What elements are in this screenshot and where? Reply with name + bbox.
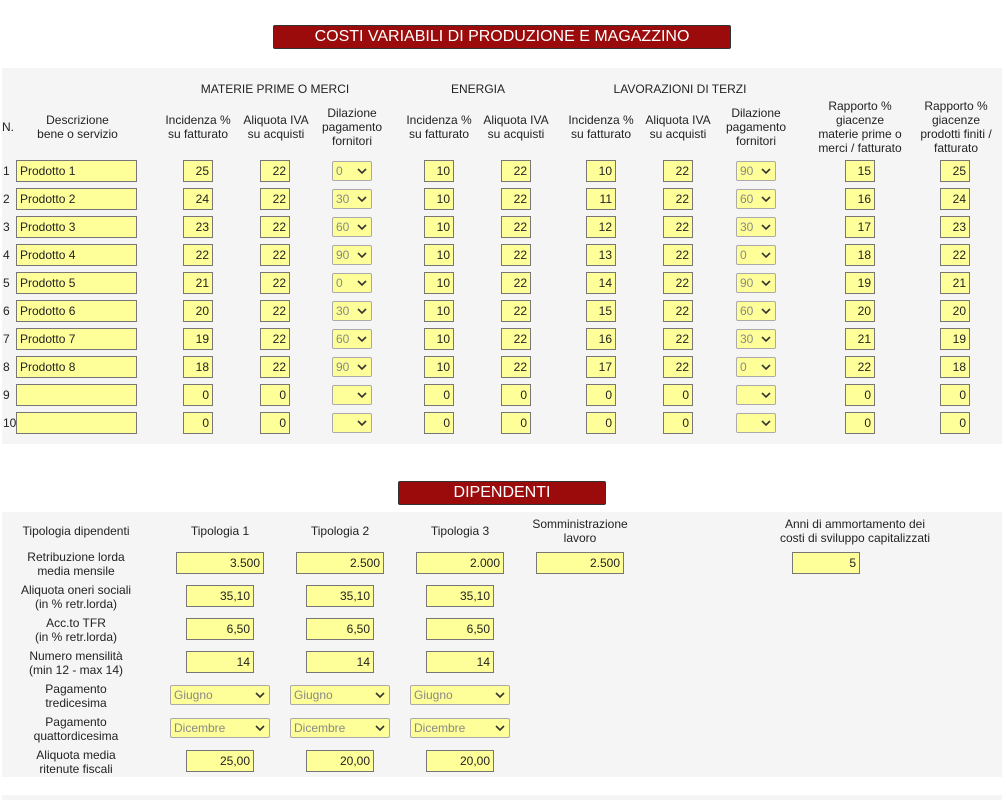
mp-dilazione-select[interactable] [332,357,372,377]
col-header-mp-aliquota: Aliquota IVA su acquisti [243,113,309,141]
lt-aliquota-input[interactable]: 22 [663,216,693,238]
en-incidenza-input[interactable]: 10 [424,160,454,182]
mp-aliquota-input[interactable]: 22 [260,328,290,350]
col-header-lt-aliquota: Aliquota IVA su acquisti [645,113,711,141]
chevron-down-icon [356,222,368,232]
en-incidenza-input[interactable]: 10 [424,300,454,322]
mp-aliquota-input[interactable]: 0 [260,412,290,434]
row-label-tredicesima [10,682,142,710]
mensilita-label-line-1: Numero mensilità [29,649,123,663]
row-label-ritenute [10,748,142,776]
tredicesima-select[interactable] [290,685,390,705]
tredicesima-select[interactable] [410,685,510,705]
en-incidenza-input[interactable]: 10 [424,272,454,294]
chevron-down-icon [760,278,772,288]
col-header-en-aliquota: Aliquota IVA su acquisti [483,113,549,141]
mp-dilazione-select[interactable] [332,273,372,293]
lt-dilazione-select[interactable] [736,301,776,321]
en-incidenza-input[interactable]: 10 [424,356,454,378]
en-aliquota-input[interactable]: 0 [501,384,531,406]
mp-incidenza-input[interactable]: 24 [183,188,213,210]
chevron-down-icon [760,250,772,260]
mp-dilazione-select[interactable] [332,301,372,321]
col-header-descrizione: Descrizione bene o servizio [37,113,118,141]
en-incidenza-input[interactable]: 10 [424,216,454,238]
retribuzione-input[interactable]: 2.500 [296,552,384,574]
lt-dilazione-select[interactable] [736,385,776,405]
tipologia-2-header: Tipologia 2 [310,524,370,538]
description-input[interactable]: Prodotto 7 [16,328,137,350]
select-value: 0 [740,360,747,374]
lt-dilazione-select[interactable] [736,189,776,209]
select-value: 90 [740,164,754,178]
select-value: Dicembre [414,721,466,735]
ritenute-input[interactable]: 20,00 [426,750,494,772]
mp-dilazione-select[interactable] [332,413,372,433]
mp-incidenza-input[interactable]: 0 [183,412,213,434]
mp-dilazione-select[interactable] [332,245,372,265]
select-value: 60 [740,304,754,318]
oneri-input[interactable]: 35,10 [426,585,494,607]
quattordicesima-select[interactable] [410,718,510,738]
anni-ammortamento-input[interactable]: 5 [792,552,860,574]
description-input[interactable]: Prodotto 3 [16,216,137,238]
somministrazione-header: Somministrazione lavoro [532,517,628,545]
mp-aliquota-input[interactable]: 22 [260,272,290,294]
row-number: 2 [3,192,10,206]
en-incidenza-input[interactable]: 10 [424,188,454,210]
lt-incidenza-input[interactable]: 0 [586,412,616,434]
lt-aliquota-input[interactable]: 22 [663,244,693,266]
select-value: 60 [336,220,350,234]
mp-incidenza-input[interactable]: 23 [183,216,213,238]
ritenute-label-line-1: Aliquota media [36,748,116,762]
en-aliquota-input[interactable]: 0 [501,412,531,434]
row-label-retribuzione [10,550,142,578]
giacenze-mp-input[interactable]: 18 [845,244,875,266]
en-incidenza-input[interactable]: 10 [424,244,454,266]
row-label-mensilita [10,649,142,677]
quattordicesima-label-line-2: quattordicesima [33,729,119,743]
retribuzione-label-line-2: media mensile [37,564,115,578]
giacenze-mp-input[interactable]: 21 [845,328,875,350]
select-value: 30 [740,220,754,234]
description-input[interactable] [16,384,137,406]
en-aliquota-input[interactable]: 22 [501,356,531,378]
select-value: 90 [740,276,754,290]
row-label-oneri [10,583,142,611]
lt-dilazione-select[interactable] [736,413,776,433]
row-number: 9 [3,388,10,402]
lt-aliquota-input[interactable]: 22 [663,356,693,378]
chevron-down-icon [356,334,368,344]
lt-incidenza-input[interactable]: 10 [586,160,616,182]
lt-dilazione-select[interactable] [736,245,776,265]
row-number: 8 [3,360,10,374]
chevron-down-icon [494,690,506,700]
chevron-down-icon [356,250,368,260]
mp-aliquota-input[interactable]: 22 [260,160,290,182]
row-label-tfr [10,616,142,644]
tipologia-1-header: Tipologia 1 [190,524,250,538]
en-aliquota-input[interactable]: 22 [501,244,531,266]
quattordicesima-select[interactable] [170,718,270,738]
lt-incidenza-input[interactable]: 15 [586,300,616,322]
chevron-down-icon [374,690,386,700]
chevron-down-icon [760,306,772,316]
giacenze-pf-input[interactable]: 25 [940,160,970,182]
description-input[interactable]: Prodotto 4 [16,244,137,266]
lt-aliquota-input[interactable]: 22 [663,272,693,294]
select-value: 30 [336,192,350,206]
mp-dilazione-select[interactable] [332,385,372,405]
select-value: 90 [336,360,350,374]
en-aliquota-input[interactable]: 22 [501,328,531,350]
giacenze-pf-input[interactable]: 19 [940,328,970,350]
col-header-mp-incidenza: Incidenza % su fatturato [165,113,231,141]
select-value: Giugno [174,688,213,702]
row-number: 4 [3,248,10,262]
tfr-label-line-1: Acc.to TFR [46,616,106,630]
lt-dilazione-select[interactable] [736,357,776,377]
select-value: 0 [336,164,343,178]
lt-dilazione-select[interactable] [736,217,776,237]
chevron-down-icon [356,390,368,400]
col-header-mp-dilazione: Dilazione pagamento fornitori [321,106,383,148]
chevron-down-icon [254,723,266,733]
chevron-down-icon [760,222,772,232]
row-number: 10 [3,416,17,430]
somministrazione-input[interactable]: 2.500 [536,552,624,574]
description-input[interactable]: Prodotto 6 [16,300,137,322]
mp-incidenza-input[interactable]: 20 [183,300,213,322]
mp-dilazione-select[interactable] [332,161,372,181]
chevron-down-icon [760,334,772,344]
giacenze-pf-input[interactable]: 20 [940,300,970,322]
col-header-lt-dilazione: Dilazione pagamento fornitori [725,106,787,148]
mp-incidenza-input[interactable]: 0 [183,384,213,406]
mp-incidenza-input[interactable]: 25 [183,160,213,182]
chevron-down-icon [356,362,368,372]
giacenze-pf-input[interactable]: 21 [940,272,970,294]
mensilita-label-line-2: (min 12 - max 14) [28,663,124,677]
mp-aliquota-input[interactable]: 22 [260,356,290,378]
chevron-down-icon [356,306,368,316]
oneri-label-line-1: Aliquota oneri sociali [20,583,132,597]
chevron-down-icon [760,166,772,176]
select-value: 0 [740,248,747,262]
select-value: Giugno [294,688,333,702]
lt-aliquota-input[interactable]: 0 [663,384,693,406]
chevron-down-icon [760,362,772,372]
retribuzione-input[interactable]: 3.500 [176,552,264,574]
row-number: 1 [3,164,10,178]
giacenze-mp-input[interactable]: 0 [845,384,875,406]
mp-aliquota-input[interactable]: 22 [260,188,290,210]
giacenze-pf-input[interactable]: 22 [940,244,970,266]
oneri-label-line-2: (in % retr.lorda) [34,597,118,611]
chevron-down-icon [760,390,772,400]
en-aliquota-input[interactable]: 22 [501,300,531,322]
retribuzione-label-line-1: Retribuzione lorda [27,550,125,564]
select-value: Dicembre [174,721,226,735]
oneri-input[interactable]: 35,10 [306,585,374,607]
mp-aliquota-input[interactable]: 22 [260,244,290,266]
lt-aliquota-input[interactable]: 0 [663,412,693,434]
description-input[interactable] [16,412,137,434]
lt-incidenza-input[interactable]: 11 [586,188,616,210]
description-input[interactable]: Prodotto 2 [16,188,137,210]
lt-incidenza-input[interactable]: 13 [586,244,616,266]
description-input[interactable]: Prodotto 8 [16,356,137,378]
select-value: 60 [336,332,350,346]
giacenze-pf-input[interactable]: 23 [940,216,970,238]
group-header-energia: ENERGIA [450,82,505,96]
mp-dilazione-select[interactable] [332,217,372,237]
tfr-input[interactable]: 6,50 [186,618,254,640]
ritenute-label-line-2: ritenute fiscali [39,762,113,776]
mensilita-input[interactable]: 14 [186,651,254,673]
ritenute-input[interactable]: 25,00 [186,750,254,772]
select-value: 60 [740,192,754,206]
giacenze-mp-input[interactable]: 15 [845,160,875,182]
lt-incidenza-input[interactable]: 0 [586,384,616,406]
mp-incidenza-input[interactable]: 22 [183,244,213,266]
lt-incidenza-input[interactable]: 14 [586,272,616,294]
row-number: 3 [3,220,10,234]
tredicesima-label-line-2: tredicesima [45,696,107,710]
mp-incidenza-input[interactable]: 21 [183,272,213,294]
tfr-input[interactable]: 6,50 [426,618,494,640]
lt-aliquota-input[interactable]: 22 [663,300,693,322]
group-header-lavorazioni: LAVORAZIONI DI TERZI [613,82,747,96]
row-number: 5 [3,276,10,290]
select-value: 0 [336,276,343,290]
mp-aliquota-input[interactable]: 22 [260,300,290,322]
lt-aliquota-input[interactable]: 22 [663,160,693,182]
mp-incidenza-input[interactable]: 18 [183,356,213,378]
col-header-giacenze-pf: Rapporto % giacenze prodotti finiti / fatturato [920,99,992,155]
chevron-down-icon [494,723,506,733]
en-incidenza-input[interactable]: 0 [424,412,454,434]
select-value: 90 [336,248,350,262]
mp-aliquota-input[interactable]: 22 [260,216,290,238]
giacenze-pf-input[interactable]: 0 [940,384,970,406]
anni-ammortamento-header: Anni di ammortamento dei costi di sviluppo capitalizzati [779,517,931,545]
giacenze-mp-input[interactable]: 19 [845,272,875,294]
giacenze-mp-input[interactable]: 22 [845,356,875,378]
row-number: 6 [3,304,10,318]
mp-aliquota-input[interactable]: 0 [260,384,290,406]
giacenze-mp-input[interactable]: 20 [845,300,875,322]
chevron-down-icon [374,723,386,733]
en-aliquota-input[interactable]: 22 [501,272,531,294]
chevron-down-icon [356,278,368,288]
chevron-down-icon [356,418,368,428]
tfr-label-line-2: (in % retr.lorda) [34,630,118,644]
chevron-down-icon [760,194,772,204]
quattordicesima-select[interactable] [290,718,390,738]
en-aliquota-input[interactable]: 22 [501,188,531,210]
description-input[interactable]: Prodotto 5 [16,272,137,294]
mp-dilazione-select[interactable] [332,189,372,209]
tipologia-dipendenti-header: Tipologia dipendenti [22,524,130,538]
retribuzione-input[interactable]: 2.000 [416,552,504,574]
select-value: Giugno [414,688,453,702]
col-header-giacenze-mp: Rapporto % giacenze materie prime o merci / fatturato [818,99,902,155]
lt-dilazione-select[interactable] [736,273,776,293]
chevron-down-icon [356,166,368,176]
tredicesima-label-line-1: Pagamento [45,682,107,696]
mp-dilazione-select[interactable] [332,329,372,349]
en-incidenza-input[interactable]: 0 [424,384,454,406]
lt-aliquota-input[interactable]: 22 [663,328,693,350]
giacenze-pf-input[interactable]: 0 [940,412,970,434]
giacenze-pf-input[interactable]: 24 [940,188,970,210]
tredicesima-select[interactable] [170,685,270,705]
giacenze-mp-input[interactable]: 16 [845,188,875,210]
giacenze-pf-input[interactable]: 18 [940,356,970,378]
mp-incidenza-input[interactable]: 19 [183,328,213,350]
lt-incidenza-input[interactable]: 17 [586,356,616,378]
en-aliquota-input[interactable]: 22 [501,216,531,238]
giacenze-mp-input[interactable]: 17 [845,216,875,238]
chevron-down-icon [760,418,772,428]
row-number: 7 [3,332,10,346]
select-value: 30 [740,332,754,346]
employees-section-title: DIPENDENTI [398,481,606,505]
next-panel-edge [2,795,1002,800]
en-incidenza-input[interactable]: 10 [424,328,454,350]
tfr-input[interactable]: 6,50 [306,618,374,640]
select-value: Dicembre [294,721,346,735]
row-label-quattordicesima [10,715,142,743]
col-header-lt-incidenza: Incidenza % su fatturato [568,113,634,141]
lt-incidenza-input[interactable]: 16 [586,328,616,350]
select-value: 30 [336,304,350,318]
oneri-input[interactable]: 35,10 [186,585,254,607]
lt-incidenza-input[interactable]: 12 [586,216,616,238]
col-header-n: N. [2,120,14,134]
description-input[interactable]: Prodotto 1 [16,160,137,182]
chevron-down-icon [356,194,368,204]
group-header-materie: MATERIE PRIME O MERCI [200,82,350,96]
costs-section-title: COSTI VARIABILI DI PRODUZIONE E MAGAZZINO [273,25,731,49]
quattordicesima-label-line-1: Pagamento [45,715,107,729]
tipologia-3-header: Tipologia 3 [430,524,490,538]
lt-dilazione-select[interactable] [736,161,776,181]
lt-aliquota-input[interactable]: 22 [663,188,693,210]
giacenze-mp-input[interactable]: 0 [845,412,875,434]
lt-dilazione-select[interactable] [736,329,776,349]
en-aliquota-input[interactable]: 22 [501,160,531,182]
col-header-en-incidenza: Incidenza % su fatturato [406,113,472,141]
mensilita-input[interactable]: 14 [426,651,494,673]
chevron-down-icon [254,690,266,700]
mensilita-input[interactable]: 14 [306,651,374,673]
ritenute-input[interactable]: 20,00 [306,750,374,772]
